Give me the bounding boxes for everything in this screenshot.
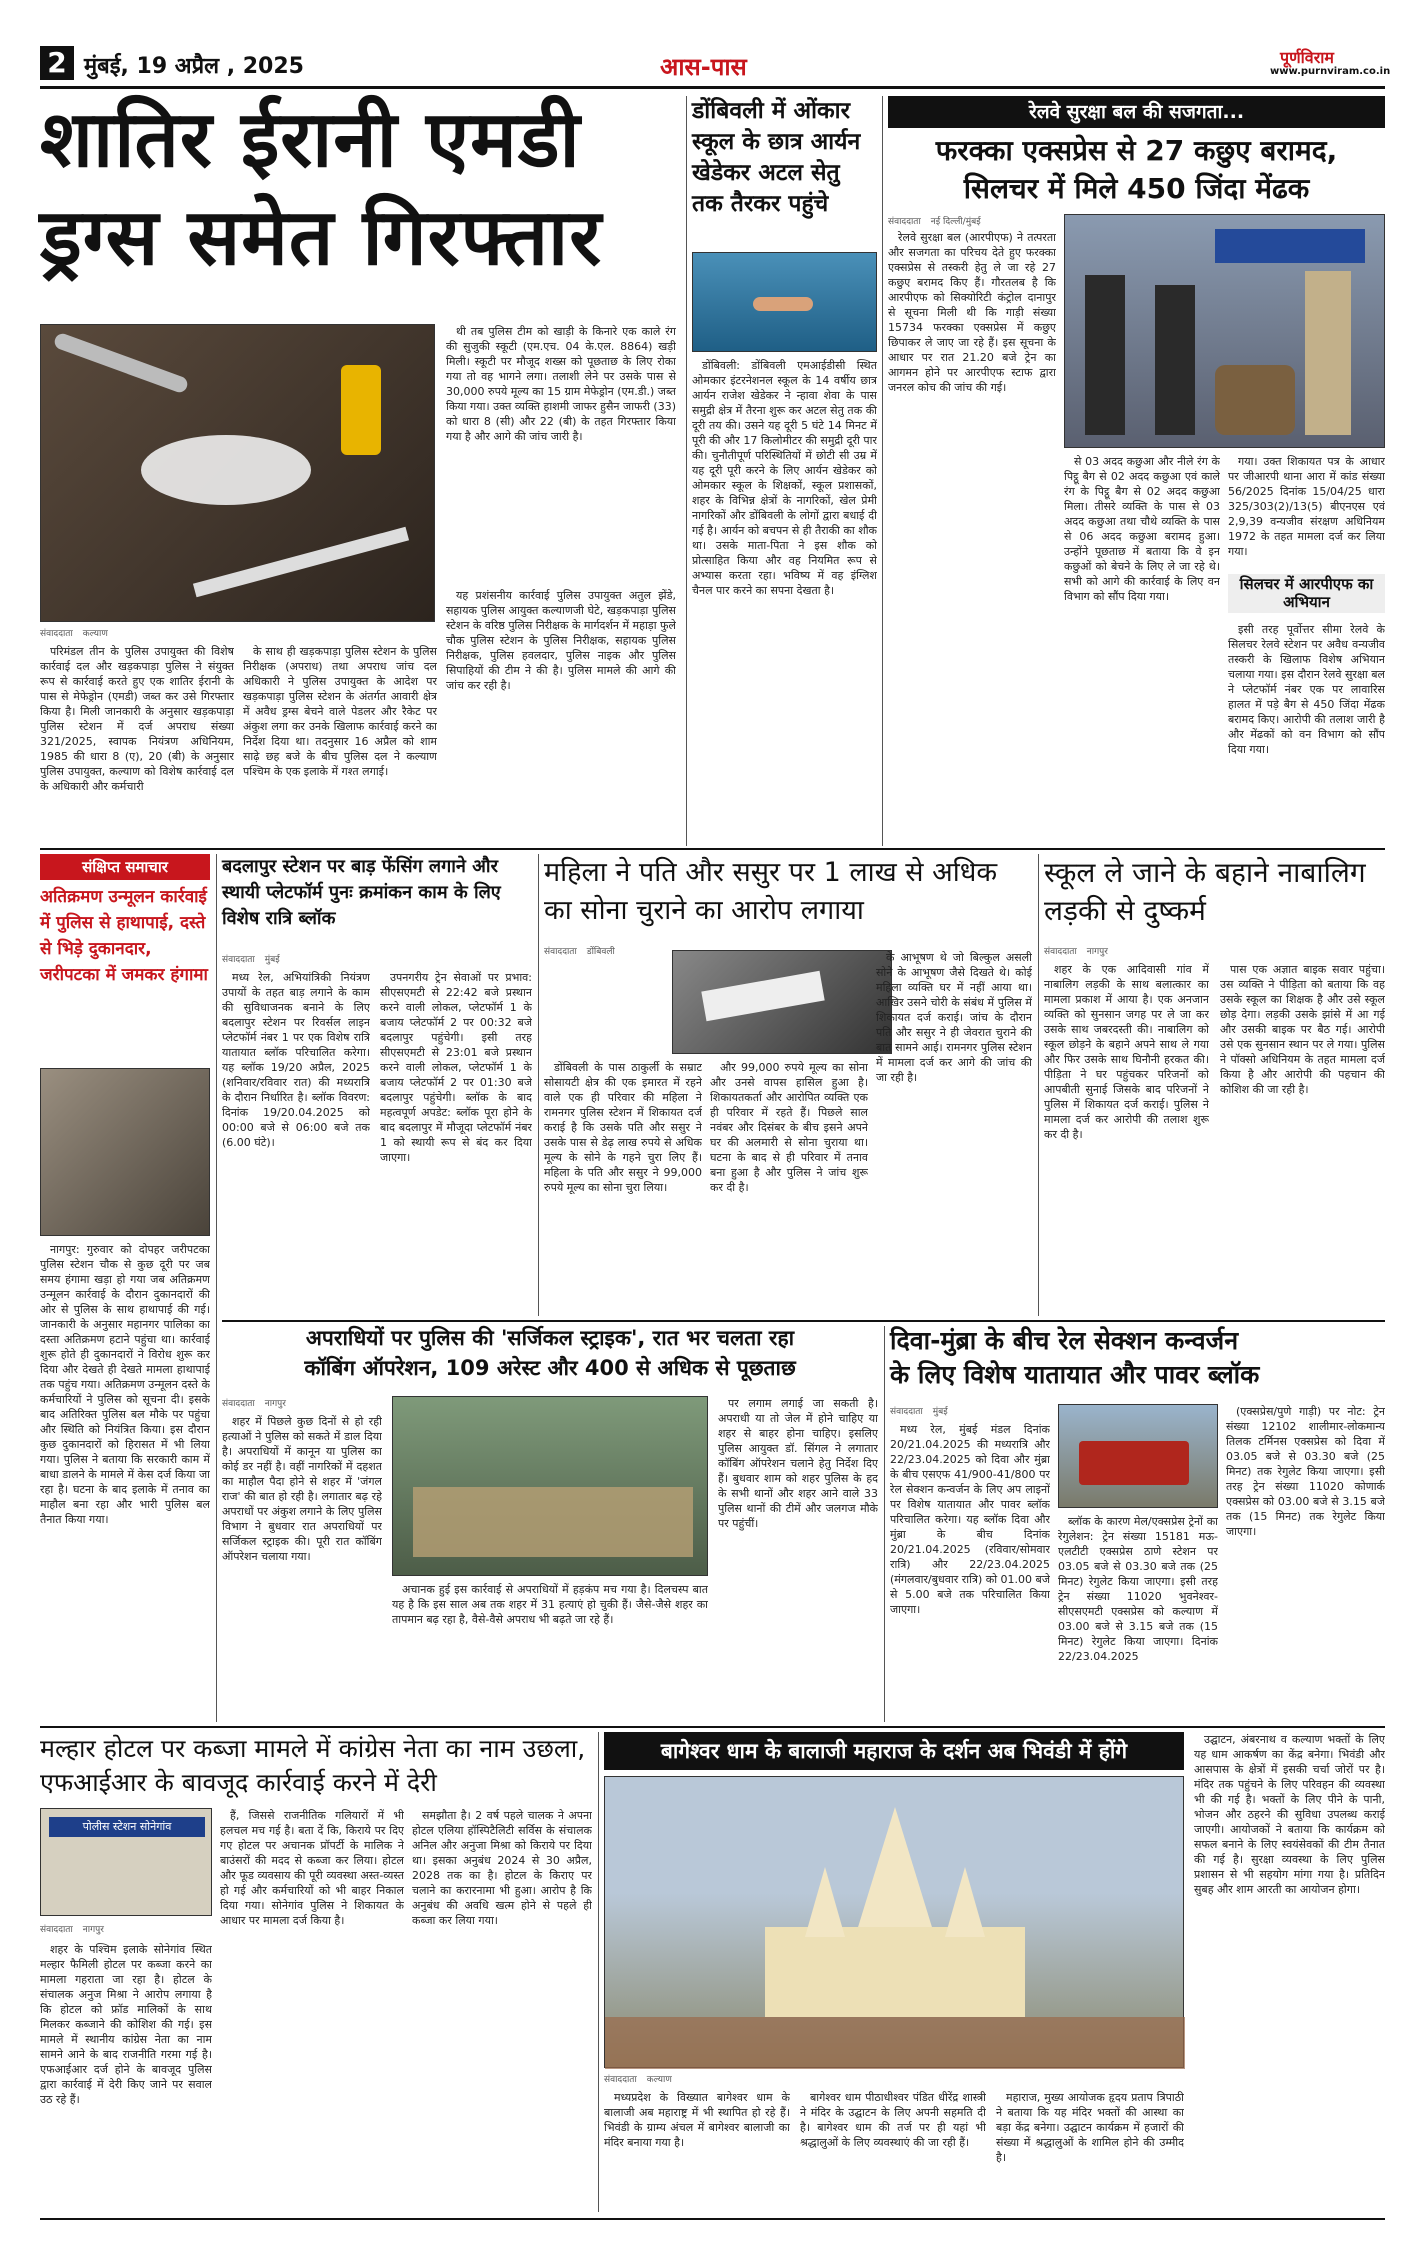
section-title: आस-पास <box>660 53 747 81</box>
diva-photo <box>1058 1404 1218 1508</box>
byline-agency: संवाददाता <box>40 629 73 639</box>
byline-agency: संवाददाता <box>888 217 921 227</box>
issue-date: मुंबई, 19 अप्रैल , 2025 <box>84 54 304 79</box>
diva-col2: ब्लॉक के कारण मेल/एक्सप्रेस ट्रेनों का रेगुलेशन: ट्रेन संख्या 15181 मऊ-एलटीटी एक्सप्रेस ठाणे स्टेशन पर 03.05 बजे से 03.30 बजे तक (25 मिनट) रेगुलेट किया जाएगा। इसी तरह ट्रेन संख्या 11020 भुवनेश्वर-सीएसएमटी एक्सप्रेस को कल्याण में 03.00 बजे से 3.15 बजे तक (15 मिनट) रेगुलेट किया जाएगा। दिनांक 22/23.04.2025 <box>1058 1515 1218 1663</box>
rpf-subheading: सिलचर में आरपीएफ का अभियान <box>1228 574 1385 613</box>
badlapur-col2: उपनगरीय ट्रेन सेवाओं पर प्रभाव: सीएसएमटी से 22:42 बजे प्रस्थान करने वाली लोकल, प्लेटफॉर्म 1 के बजाय प्लेटफॉर्म 2 पर 00:32 बजे बदलापुर पहुंचेगी। इसी तरह सीएसएमटी से 23:01 बजे प्रस्थान करने वाली लोकल, प्लेटफॉर्म 1 के बजाय प्लेटफॉर्म 2 पर 01:30 बजे बदलापुर पहुंचेगी। ब्लॉक के बाद महत्वपूर्ण अपडेट: ब्लॉक पूरा होने के बाद बदलापुर में मौजूदा प्लेटफॉर्म नंबर 1 को स्थायी रूप से बंद कर दिया जाएगा। <box>380 971 532 1164</box>
story-rpf <box>888 96 1385 846</box>
byline-agency: संवाददाता <box>222 1399 255 1409</box>
diva-col1: मध्य रेल, मुंबई मंडल दिनांक 20/21.04.2025 की मध्यरात्रि और 22/23.04.2025 को दिवा और मुंब्रा के बीच एसएफ 41/900-41/800 पर रेल सेक्शन कन्वर्जन के लिए अप लाइनों पर विशेष यातायात और पावर ब्लॉक परिचालित करेगा। यह ब्लॉक दिवा और मुंब्रा के बीच दिनांक 20/21.04.2025 (रविवार/सोमवार रात्रि) और 22/23.04.2025 (मंगलवार/बुधवार रात्रि) को 01.00 बजे से 5.00 बजे तक परिचालित किया जाएगा। <box>890 1423 1050 1616</box>
swim-text: डोंबिवली: डोंबिवली एमआईडीसी स्थित ओमकार इंटरनेशनल स्कूल के 14 वर्षीय छात्र आर्यन राजेश खेडेकर ने न्हावा शेवा के पास समुद्री क्षेत्र में तैरना शुरू कर अटल सेतु तक की दूरी तय की। उसने यह दूरी 5 घंटे 14 मिनट में पूरी की और 17 किलोमीटर की समुद्री दूरी पार की। चुनौतीपूर्ण परिस्थितियों में छोटी सी उम्र में यह दूरी पूरी करने के लिए आर्यन खेडेकर को ओमकार स्कूल के शिक्षकों, स्कूल प्रशासकों, शहर के विभिन्न क्षेत्रों के नागरिकों, खेल प्रेमी नागरिकों और डोंबिवली के लोगों द्वारा बधाई दी गई है। आर्यन को बचपन से ही तैराकी का शौक था। उसके माता-पिता ने इस शौक को प्रोत्साहित किया और वह नियमित रूप से अभ्यास करता रहा। भविष्य में वह इंग्लिश चैनल पार करने का सपना देखता है। <box>692 359 877 597</box>
brand-url: www.purnviram.co.in <box>1270 66 1391 77</box>
badlapur-byline <box>222 952 280 965</box>
drugs-col3: थी तब पुलिस टीम को खाड़ी के किनारे एक काले रंग की सुजुकी स्कूटी (एम.एच. 04 के.एल. 8864) खड़ी मिली। स्कूटी पर मौजूद शख्स को पूछताछ के लिए रोका गया तो वह भागने लगा। तलाशी लेने पर उसके पास से 30,000 रुपये मूल्य का 15 ग्राम मेफेड्रोन (एम.डी.) जब्त किया गया। उक्त व्यक्ति हाशमी जाफर हुसैन जाफरी (33) को धारा 8 (सी) और 22 (बी) के तहत गिरफ्तार किया गया है और आगे की जांच जारी है। <box>446 325 676 443</box>
byline-place: मुंबई <box>932 1407 948 1417</box>
drugs-photo-powder <box>141 435 311 505</box>
byline-agency: संवाददाता <box>604 2075 637 2085</box>
diva-headline-line2: के लिए विशेष यातायात और पावर ब्लॉक <box>890 1360 1260 1389</box>
section-rule <box>40 1726 1385 1728</box>
hotel-photo <box>40 1808 212 1916</box>
divider <box>882 96 883 846</box>
byline-agency: संवाददाता <box>890 1407 923 1417</box>
rpf-photo-officer <box>1155 285 1195 435</box>
page-number-badge: 2 <box>40 46 74 80</box>
byline-place: मुंबई <box>264 955 280 965</box>
hotel-col2: हैं, जिससे राजनीतिक गलियारों में भी हलचल मच गई है। बता दें कि, किराये पर दिए गए होटल पर अचानक प्रॉपर्टी के मालिक ने बाउंसरों की मदद से कब्जा कर लिया। होटल और फूड व्यवसाय की पूरी व्यवस्था अस्त-व्यस्त हो गई और कर्मचारियों को भी बाहर निकाल दिया गया। सोनेगांव पुलिस ने शिकायत के आधार पर मामला दर्ज किया है। <box>220 1809 404 1927</box>
combing-byline <box>222 1396 286 1409</box>
story-drugs <box>40 92 680 846</box>
byline-agency: संवाददाता <box>1044 947 1077 957</box>
diva-headline-line1: दिवा-मुंब्रा के बीच रेल सेक्शन कन्वर्जन <box>890 1326 1239 1355</box>
footer-rule <box>40 2218 1385 2220</box>
combing-col2: अचानक हुई इस कार्रवाई से अपराधियों में हड़कंप मच गया है। दिलचस्प बात यह है कि इस साल अब तक शहर में 31 हत्याएं हो चुकी हैं। जैसे-जैसे शहर का तापमान बढ़ रहा है, वैसे-वैसे अपराध भी बढ़ते जा रहे हैं। <box>392 1583 708 1626</box>
gold-byline <box>544 944 615 957</box>
gold-col2: और 99,000 रुपये मूल्य का सोना और उनसे वापस हासिल हुआ है। शिकायतकर्ता और आरोपित व्यक्ति एक ही परिवार में रहते हैं। पिछले साल नवंबर और दिसंबर के बीच इसने अपने घर की अलमारी से सोना चुराया था। घटना के बाद से ही परिवार में तनाव बना हुआ है और पुलिस ने जांच शुरू कर दी है। <box>710 1061 868 1194</box>
rpf-photo-officer <box>1305 271 1351 435</box>
drugs-photo <box>40 324 435 622</box>
rpf-headline-line2: सिलचर में मिले 450 जिंदा मेंढक <box>963 172 1310 205</box>
rpf-col1: रेलवे सुरक्षा बल (आरपीएफ) ने तत्परता और सजगता का परिचय देते हुए फरक्का एक्सप्रेस से तस्करी हेतु ले जा रहे 27 कछुए बरामद किए हैं। गौरतलब है कि आरपीएफ को सिक्योरिटी कंट्रोल दानापुर से सूचना मिली थी कि गाड़ी संख्या 15734 फरक्का एक्सप्रेस में कछुए छिपाकर ले जाए जा रहे हैं। इस सूचना के आधार पर रात 21.20 बजे ट्रेन का आगमन होने पर आरपीएफ स्टाफ द्वारा जनरल कोच की जांच की गई। <box>888 231 1056 394</box>
school-headline: स्कूल ले जाने के बहाने नाबालिग लड़की से दुष्कर्म <box>1044 856 1366 927</box>
school-col2: पास एक अज्ञात बाइक सवार पहुंचा। उस व्यक्ति ने पीड़िता को बताया कि वह उसके स्कूल का शिक्षक है और उसे स्कूल छोड़ देगा। लड़की उसके झांसे में आ गई और उसकी बाइक पर बैठ गई। आरोपी उसे एक सुनसान स्थान पर ले गया। पुलिस ने पॉक्सो अधिनियम के तहत मामला दर्ज किया है और आरोपी की पहचान की कोशिश की जा रही है। <box>1220 963 1385 1096</box>
diva-byline <box>890 1404 948 1417</box>
badlapur-headline: बदलापुर स्टेशन पर बाड़ फेंसिंग लगाने और स्थायी प्लेटफॉर्म पुनः क्रमांकन काम के लिए विशेष रात्रि ब्लॉक <box>222 856 501 929</box>
school-col1: शहर के एक आदिवासी गांव में नाबालिग लड़की के साथ बलात्कार का मामला प्रकाश में आया है। एक अनजान व्यक्ति को सुनसान जगह पर ले जा कर उसके साथ जबरदस्ती की। नाबालिग को स्कूल छोड़ने के बहाने अपने साथ ले गया और फिर उसके साथ घिनौनी हरकत की। पीड़िता ने घर पहुंचकर परिजनों को आपबीती सुनाई जिसके बाद परिजनों ने पुलिस में शिकायत दर्ज कराई। पुलिस ने मामला दर्ज कर आरोपी की तलाश शुरू कर दी है। <box>1044 963 1209 1141</box>
divider <box>216 854 217 1722</box>
byline-place: कल्याण <box>82 629 108 639</box>
story-school <box>1044 854 1385 1316</box>
sidebar <box>40 854 210 1722</box>
gold-photo <box>672 950 892 1054</box>
masthead <box>40 44 1391 88</box>
gold-col1: डोंबिवली के पास ठाकुर्ली के सम्राट सोसायटी क्षेत्र की एक इमारत में रहने वाले एक ही परिवार की महिला ने रामनगर पुलिस स्टेशन में शिकायत दर्ज कराई है कि उसके पति और ससुर ने उसके पास से डेढ़ लाख रुपये से अधिक मूल्य के सोने के गहने चुरा लिए हैं। महिला के पति और ससुर ने 99,000 रुपये मूल्य का सोना चुरा लिया। <box>544 1061 702 1194</box>
rpf-byline <box>888 214 981 227</box>
drugs-byline <box>40 626 108 639</box>
bageshwar-headline: बागेश्वर धाम के बालाजी महाराज के दर्शन अब भिवंडी में होंगे <box>604 1732 1184 1770</box>
hotel-byline <box>40 1922 104 1935</box>
gold-col3: के आभूषण थे जो बिल्कुल असली सोने के आभूषण जैसे दिखते थे। कोई महिला व्यक्ति घर में नहीं आया था। आखिर उसने चोरी के संबंध में पुलिस में शिकायत दर्ज कराई। जांच के दौरान पति और ससुर ने ही जेवरात चुराने की बात सामने आई। रामनगर पुलिस स्टेशन में मामला दर्ज कर आगे की जांच की जा रही है। <box>876 951 1032 1084</box>
hotel-headline: मल्हार होटल पर कब्जा मामले में कांग्रेस नेता का नाम उछला, एफआईआर के बावजूद कार्रवाई करने में देरी <box>40 1734 586 1797</box>
drugs-photo-lighter <box>341 365 381 455</box>
drugs-photo-syringe <box>193 527 409 597</box>
story-gold <box>544 854 1032 1316</box>
brand-name: पूर्णविराम <box>1280 48 1334 67</box>
story-bageshwar <box>604 1732 1385 2212</box>
train-engine <box>1079 1441 1189 1485</box>
diva-col3: (एक्सप्रेस/पुणे गाड़ी) पर नोट: ट्रेन संख्या 12102 शालीमार-लोकमान्य तिलक टर्मिनस एक्सप्रेस को दिवा में 03.05 बजे से 03.30 बजे (25 मिनट) तक रेगुलेट किया जाएगा। इसी तरह ट्रेन संख्या 11020 कोणार्क एक्सप्रेस को 03.00 बजे से 3.15 बजे तक (15 मिनट) तक रेगुलेट किया जाएगा। <box>1226 1405 1385 1538</box>
drugs-col1: परिमंडल तीन के पुलिस उपायुक्त की विशेष कार्रवाई दल और खड़कपाड़ा पुलिस ने संयुक्त रूप से कार्रवाई करते हुए एक शातिर ईरानी के पास से मेफेड्रोन (एमडी) जब्त कर उसे गिरफ्तार किया है। मिली जानकारी के अनुसार खड़कपाड़ा पुलिस स्टेशन में दर्ज अपराध संख्या 321/2025, स्वापक नियंत्रण अधिनियम, 1985 की धारा 8 (ए), 20 (बी) के अनुसार पुलिस उपायुक्त, कल्याण को विशेष कार्रवाई दल के अधिकारी और कर्मचारी <box>40 645 234 793</box>
combing-col3: पर लगाम लगाई जा सकती है। अपराधी या तो जेल में होने चाहिए या शहर से बाहर होना चाहिए। इसलिए पुलिस आयुक्त डॉ. सिंगल ने लगातार कॉबिंग ऑपरेशन चलाने हेतु निर्देश दिए हैं। बुधवार शाम को शहर पुलिस के हद के सभी थानों और शहर आने वाले 33 पुलिस थानों की टीमें और जलगज मौके पर पहुंचीं। <box>718 1397 878 1530</box>
byline-place: कल्याण <box>646 2075 672 2085</box>
divider <box>884 1326 885 1722</box>
byline-place: नागपुर <box>1086 947 1108 957</box>
masthead-rule <box>40 86 1385 89</box>
gold-headline: महिला ने पति और ससुर पर 1 लाख से अधिक का सोना चुराने का आरोप लगाया <box>544 857 998 926</box>
drugs-headline-line2: ड्रग्स समेत गिरफ्तार <box>40 193 603 283</box>
combing-col1: शहर में पिछले कुछ दिनों से हो रही हत्याओं ने पुलिस को सकते में डाल दिया है। अपराधियों में कानून या पुलिस का कोई डर नहीं है। वहीं नागरिकों में दहशत का माहौल पैदा होने से शहर में 'जंगल राज' की बात हो रही है। लगातार बढ़ रहे अपराधों पर अंकुश लगाने के लिए पुलिस विभाग ने बुधवार रात अपराधियों पर सर्जिकल स्ट्राइक की। पूरी रात कॉबिंग ऑपरेशन चलाया गया। <box>222 1415 382 1563</box>
temple-spire <box>805 1867 845 1937</box>
drugs-headline-line1: शातिर ईरानी एमडी <box>40 95 581 185</box>
temple-spire <box>945 1867 985 1937</box>
hotel-col1: शहर के पश्चिम इलाके सोनेगांव स्थित मल्हार फैमिली होटल पर कब्जा करने का मामला गहराता जा रहा है। होटल के संचालक अनुज मिश्रा ने आरोप लगाया है कि होटल को फ्रॉड मालिकों के साथ मिलकर कब्जाने की कोशिश की गई। इस मामले में स्थानीय कांग्रेस नेता का नाम सामने आने के बाद राजनीति गरमा गई है। एफआईआर दर्ज होने के बावजूद पुलिस द्वारा कार्रवाई में देरी किए जाने पर सवाल उठ रहे हैं। <box>40 1943 212 2106</box>
temple-dome <box>855 1807 935 1937</box>
temple-base <box>765 1927 1025 2017</box>
rpf-photo-bags <box>1215 365 1295 435</box>
combing-photo <box>392 1396 708 1576</box>
bageshwar-col4: उद्घाटन, अंबरनाथ व कल्याण भक्तों के लिए यह धाम आकर्षण का केंद्र बनेगा। भिवंडी और आसपास के क्षेत्रों में इसकी चर्चा जोरों पर है। मंदिर तक पहुंचने के लिए परिवहन की व्यवस्था भी की गई है। भक्तों के लिए पीने के पानी, भोजन और ठहरने की सुविधा उपलब्ध कराई जाएगी। आयोजकों ने बताया कि कार्यक्रम को सफल बनाने के लिए स्वयंसेवकों की टीम तैनात की गई है। सुरक्षा व्यवस्था के लिए पुलिस प्रशासन से भी सहयोग मांगा गया है। प्रतिदिन सुबह और शाम आरती का आयोजन होगा। <box>1194 1733 1385 1896</box>
byline-agency: संवाददाता <box>40 1925 73 1935</box>
bageshwar-byline <box>604 2072 672 2085</box>
byline-agency: संवाददाता <box>544 947 577 957</box>
rpf-photo <box>1064 214 1385 448</box>
drugs-col4: यह प्रशंसनीय कार्रवाई पुलिस उपायुक्त अतुल झेंडे, सहायक पुलिस आयुक्त कल्याणजी घेटे, खड़कपाड़ा पुलिस स्टेशन के वरिष्ठ पुलिस निरीक्षक के मार्गदर्शन में महाड़ा फुले चौक पुलिस स्टेशन के पुलिस निरीक्षक, सहायक पुलिस निरीक्षक, पुलिस हवलदार, पुलिस नाइक और पुलिस सिपाहियों की टीम ने की है। पुलिस मामले की आगे की जांच कर रही है। <box>446 589 676 692</box>
rpf-col2: से 03 अदद कछुआ और नीले रंग के पिट्ठू बैग से 02 अदद कछुआ एवं काले रंग के पिट्ठू बैग से 02 अदद कछुआ मिला। तीसरे व्यक्ति के पास से 03 अदद कछुआ तथा चौथे व्यक्ति के पास से 06 अदद कछुआ बरामद हुआ। उन्होंने पूछताछ में बताया कि वे इन कछुओं को बेचने के लिए ले जा रहे थे। सभी को आगे की कार्रवाई के लिए वन विभाग को सौंप दिया गया। <box>1064 455 1220 603</box>
divider <box>686 96 687 846</box>
sidebar-text: नागपुर: गुरुवार को दोपहर जरीपटका पुलिस स्टेशन चौक से कुछ दूरी पर जब समय हंगामा खड़ा हो गया जब अतिक्रमण उन्मूलन कार्रवाई के दौरान दुकानदारों की ओर से पुलिस के साथ हाथापाई की गई। जानकारी के अनुसार महानगर पालिका का दस्ता अतिक्रमण हटाने पहुंचा था। कार्रवाई शुरू होते ही दुकानदारों ने विरोध शुरू कर दिया और देखते ही देखते मामला हाथापाई तक पहुंच गया। अतिक्रमण उन्मूलन दस्ते के कर्मचारियों ने पुलिस को सूचना दी। इसके बाद अतिरिक्त पुलिस बल मौके पर पहुंचा और स्थिति को नियंत्रित किया। इस दौरान कुछ दुकानदारों को हिरासत में भी लिया गया। पुलिस ने बताया कि सरकारी काम में बाधा डालने के मामले में केस दर्ज किया जा रहा है। घटना के बाद इलाके में तनाव का माहौल बना रहा और भारी पुलिस बल तैनात किया गया। <box>40 1243 210 1526</box>
school-byline <box>1044 944 1108 957</box>
story-combing <box>222 1326 878 1722</box>
sidebar-headline: अतिक्रमण उन्मूलन कार्रवाई में पुलिस से हाथापाई, दस्ते से भिड़े दुकानदार, जरीपटका में जमकर हंगामा <box>40 887 208 985</box>
badlapur-col1: मध्य रेल, अभियांत्रिकी नियंत्रण उपायों के तहत बाड़ लगाने के काम की सुविधाजनक बनाने के लिए बदलापुर स्टेशन पर रिवर्सल लाइन प्लेटफॉर्म नंबर 1 पर एक विशेष रात्रि यातायात ब्लॉक परिचालित करेगा। यह ब्लॉक 19/20 अप्रैल, 2025 (शनिवार/रविवार रात) की मध्यरात्रि के दौरान निर्धारित है। ब्लॉक विवरण: दिनांक 19/20.04.2025 को 00:00 बजे से 06:00 बजे तक (6.00 घंटे)। <box>222 971 370 1149</box>
hotel-photo-sign: पोलीस स्टेशन सोनेगांव <box>49 1817 205 1837</box>
police-group <box>413 1487 693 1557</box>
drugs-col2: के साथ ही खड़कपाड़ा पुलिस स्टेशन के पुलिस निरीक्षक (अपराध) तथा अपराध जांच दल अधिकारी ने पुलिस उपायुक्त के आदेश पर खड़कपाड़ा पुलिस स्टेशन के अंतर्गत आवारी क्षेत्र में अवैध ड्रग्स बेचने वाले पेडलर और रैकेट पर अंकुश लगा कर उनके खिलाफ कार्रवाई करने का निर्देश दिया था। तदनुसार 16 अप्रैल को शाम साढ़े छह बजे के बीच पुलिस दल ने कल्याण पश्चिम के एक इलाके में गश्त लगाई। <box>243 645 437 778</box>
divider <box>1038 854 1039 1316</box>
section-rule <box>222 1320 1385 1322</box>
drugs-photo-spoon <box>52 332 189 395</box>
bageshwar-col1: मध्यप्रदेश के विख्यात बागेश्वर धाम के बालाजी अब महाराष्ट्र में भी स्थापित हो रहे हैं। भिवंडी के ग्राम्य अंचल में बागेश्वर बालाजी का मंदिर बनाया गया है। <box>604 2091 790 2149</box>
section-rule <box>40 848 1385 850</box>
byline-place: डोंबिवली <box>586 947 615 957</box>
story-badlapur <box>222 854 532 1316</box>
rpf-col3: गया। उक्त शिकायत पत्र के आधार पर जीआरपी थाना आरा में कांड संख्या 56/2025 दिनांक 15/04/25 धारा 325/303(2)/13(5) बीएनएस एवं 2,9,39 वन्यजीव संरक्षण अधिनियम 1972 के तहत मामला दर्ज कर लिया गया। <box>1228 455 1385 558</box>
byline-place: नई दिल्ली/मुंबई <box>930 217 981 227</box>
crime-label <box>701 971 824 1021</box>
swim-photo-swimmer <box>753 297 813 311</box>
story-swim <box>692 96 877 846</box>
bageshwar-col2: बागेश्वर धाम पीठाधीश्वर पंडित धीरेंद्र शास्त्री ने मंदिर के उद्घाटन के लिए अपनी सहमति दी है। बागेश्वर धाम की तर्ज पर ही यहां भी श्रद्धालुओं के लिए व्यवस्थाएं की जा रही हैं। <box>800 2091 986 2149</box>
bageshwar-col3: महाराज, मुख्य आयोजक हृदय प्रताप त्रिपाठी ने बताया कि यह मंदिर भक्तों की आस्था का बड़ा केंद्र बनेगा। उद्घाटन कार्यक्रम में हजारों की संख्या में श्रद्धालुओं के शामिल होने की उम्मीद है। <box>996 2091 1184 2164</box>
divider <box>538 854 539 1316</box>
swim-photo <box>692 252 877 352</box>
divider <box>598 1732 599 2212</box>
rpf-photo-banner <box>1215 229 1365 263</box>
story-hotel <box>40 1732 592 2212</box>
hotel-col3: समझौता है। 2 वर्ष पहले चालक ने अपना होटल एलिया हॉस्पिटैलिटी सर्विस के संचालक अनिल और अनुजा मिश्रा को किराये पर दिया था। इसका अनुबंध 2024 से 30 अप्रैल, 2028 तक का है। होटल के किराए पर चलाने का करारनामा भी हुआ। आरोप है कि अनुबंध की अवधि खत्म होने से पहले ही कब्जा कर लिया गया। <box>412 1809 592 1927</box>
story-diva <box>890 1326 1385 1722</box>
combing-headline-line1: अपराधियों पर पुलिस की 'सर्जिकल स्ट्राइक', रात भर चलता रहा <box>305 1326 795 1350</box>
combing-headline-line2: कॉबिंग ऑपरेशन, 109 अरेस्ट और 400 से अधिक से पूछताछ <box>304 1356 796 1380</box>
sidebar-label: संक्षिप्त समाचार <box>40 854 210 880</box>
temple-crowd <box>605 2017 1185 2069</box>
bageshwar-photo <box>604 1776 1184 2068</box>
rpf-kicker: रेलवे सुरक्षा बल की सजगता... <box>888 96 1385 128</box>
swim-headline: डोंबिवली में ओंकार स्कूल के छात्र आर्यन खेडेकर अटल सेतु तक तैरकर पहुंचे <box>692 98 861 217</box>
rpf-headline-line1: फरक्का एक्सप्रेस से 27 कछुए बरामद, <box>935 134 1338 167</box>
rpf-photo-officer <box>1085 275 1125 435</box>
byline-agency: संवाददाता <box>222 955 255 965</box>
rpf-col4: इसी तरह पूर्वोत्तर सीमा रेलवे के सिलचर रेलवे स्टेशन पर अवैध वन्यजीव तस्करी के खिलाफ विशेष अभियान चलाया गया। इस दौरान रेलवे सुरक्षा बल ने प्लेटफॉर्म नंबर एक पर लावारिस हालत में पड़े बैग से 450 जिंदा मेंढक बरामद किए। आरोपी की तलाश जारी है और मेंढकों को वन विभाग को सौंप दिया गया। <box>1228 623 1385 756</box>
sidebar-photo <box>40 1068 210 1236</box>
byline-place: नागपुर <box>82 1925 104 1935</box>
byline-place: नागपुर <box>264 1399 286 1409</box>
